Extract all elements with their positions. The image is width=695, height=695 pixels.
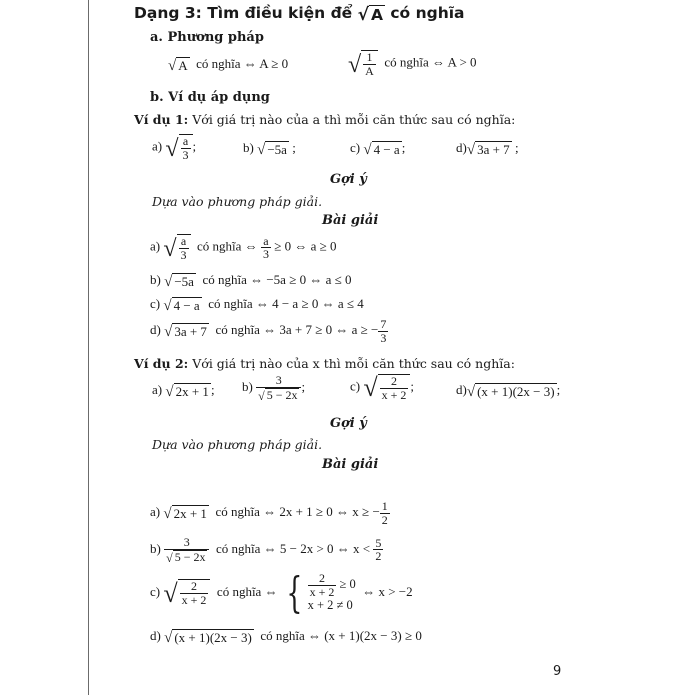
example-1-item-d: d) √ 3a + 7 ; — [456, 140, 519, 158]
example-1-solution-a: a) √ $\frac{a}{3}$ có nghĩa ⇔ $\frac{a}{3}$ ≥ 0 ⇔ a ≥ 0 — [150, 233, 337, 263]
example-1-item-a: a) √ $\frac{a}{3}$ ; — [152, 134, 197, 163]
example-2-solution-a: a) √ 2x + 1 có nghĩa ⇔ 2x + 1 ≥ 0 ⇔ x ≥ − $\frac{1}{2}$ — [150, 499, 388, 527]
example-2-item-b: b) 3 √ 5 − 2x ; — [242, 373, 306, 403]
example-2-hint-title: Gợi ý — [330, 416, 367, 431]
page-number: 9 — [553, 664, 562, 679]
example-1-hint-title: Gợi ý — [330, 172, 367, 187]
example-1-item-c: c) √ 4 − a ; — [350, 140, 406, 158]
page-margin-line — [88, 0, 89, 695]
example-1-item-b: b) √ −5a ; — [243, 140, 296, 158]
method-rule-2: √ $\frac{1}{A}$ có nghĩa ⇔ A > 0 — [348, 50, 477, 79]
example-1-hint-text: Dựa vào phương pháp giải. — [152, 194, 323, 209]
example-1-solution-b: b) √ −5a có nghĩa ⇔ −5a ≥ 0 ⇔ a ≤ 0 — [150, 272, 352, 290]
example-2-item-d: d) √ (x + 1)(2x − 3) ; — [456, 382, 561, 400]
method-heading: a. Phương pháp — [150, 30, 264, 45]
example-2-item-a: a) √ 2x + 1 ; — [152, 382, 215, 400]
example-2-hint-text: Dựa vào phương pháp giải. — [152, 437, 323, 452]
example-2-solution-b: b) 3 √ 5 − 2x có nghĩa ⇔ 5 − 2x > 0 ⇔ x < $\frac{5}{2}$ — [150, 535, 382, 565]
example-2-solution-d: d) √ (x + 1)(2x − 3) có nghĩa ⇔ (x + 1)(2x − 3) ≥ 0 — [150, 628, 422, 646]
examples-heading: b. Ví dụ áp dụng — [150, 90, 270, 105]
example-2-question: Ví dụ 2: Với giá trị nào của x thì mỗi căn thức sau có nghĩa: — [134, 356, 515, 371]
section-title: Dạng 3: Tìm điều kiện để √ A có nghĩa — [134, 4, 465, 25]
example-2-item-c: c) √ $\frac{2}{x + 2}$ ; — [350, 373, 415, 403]
example-2-solution-title: Bài giải — [322, 457, 379, 472]
example-1-solution-title: Bài giải — [322, 213, 379, 228]
example-1-question: Ví dụ 1: Với giá trị nào của a thì mỗi căn thức sau có nghĩa: — [134, 112, 516, 127]
example-1-solution-d: d) √ 3a + 7 có nghĩa ⇔ 3a + 7 ≥ 0 ⇔ a ≥ − $\frac{7}{3}$ — [150, 317, 387, 345]
example-1-solution-c: c) √ 4 − a có nghĩa ⇔ 4 − a ≥ 0 ⇔ a ≤ 4 — [150, 296, 364, 314]
example-2-solution-c: c) √ $\frac{2}{x + 2}$ có nghĩa ⇔ { $\frac{2}{x + 2}$ ≥ 0 x + 2 ≠ 0 ⇔ x > −2 — [150, 568, 413, 617]
method-rule-1: √ A có nghĩa ⇔ A ≥ 0 — [168, 56, 289, 74]
